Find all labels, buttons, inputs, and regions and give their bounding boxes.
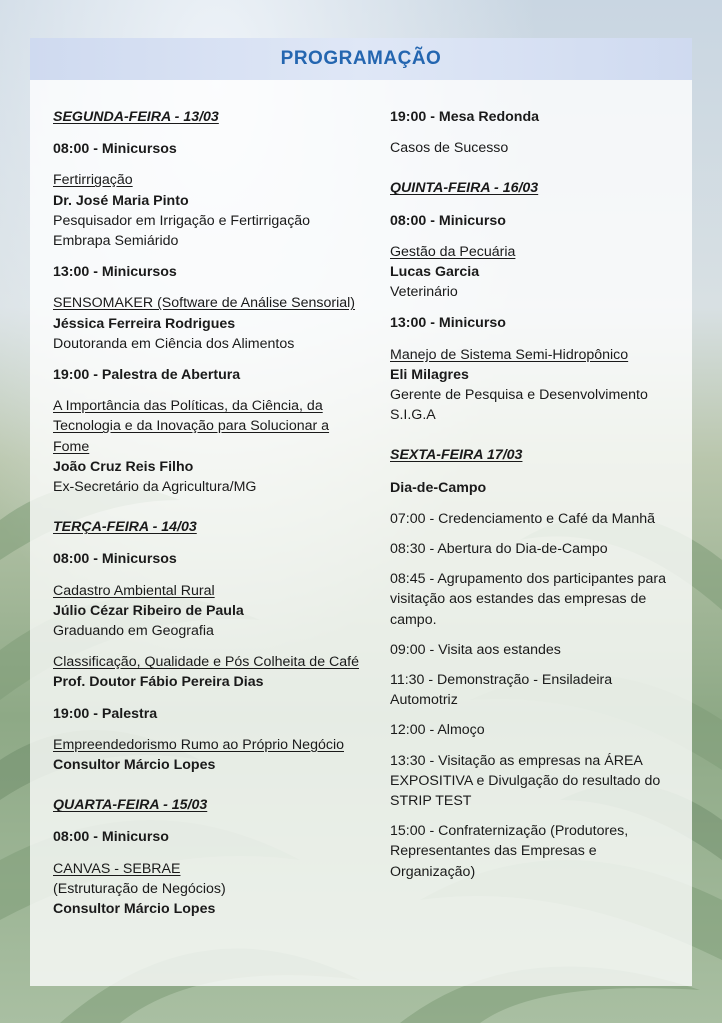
speaker-role: Veterinário xyxy=(390,284,458,301)
session-time: 08:00 - Minicursos xyxy=(53,141,177,158)
day-heading: SEGUNDA-FEIRA - 13/03 xyxy=(53,109,219,125)
session-topic: Manejo de Sistema Semi-Hidropônico xyxy=(390,346,629,363)
session-time: 08:00 - Minicursos xyxy=(53,551,177,568)
left-column xyxy=(53,107,368,930)
speaker-role: Graduando em Geografia xyxy=(53,623,214,640)
schedule-item: 11:30 - Demonstração - Ensiladeira Automotriz xyxy=(390,672,613,709)
speaker-role: S.I.G.A xyxy=(390,407,436,424)
schedule-item: 07:00 - Credenciamento e Café da Manhã xyxy=(390,510,655,527)
speaker-name: Lucas Garcia xyxy=(390,264,480,281)
speaker-role: Doutoranda em Ciência dos Alimentos xyxy=(53,335,295,352)
session-topic: CANVAS - SEBRAE xyxy=(53,860,181,877)
session-block xyxy=(53,170,368,251)
session-detail: (Estruturação de Negócios) xyxy=(53,880,226,897)
session-time: 19:00 - Palestra xyxy=(53,705,158,722)
right-column xyxy=(390,107,680,892)
speaker-name: Eli Milagres xyxy=(390,366,469,383)
session-block xyxy=(390,242,680,303)
session-block xyxy=(53,652,368,692)
session-time: 19:00 - Palestra de Abertura xyxy=(53,367,241,384)
speaker-name: Prof. Doutor Fábio Pereira Dias xyxy=(53,674,264,691)
speaker-role: Pesquisador em Irrigação e Fertirrigação xyxy=(53,212,311,229)
title-banner xyxy=(30,38,692,80)
session-topic: Classificação, Qualidade e Pós Colheita de Café xyxy=(53,654,359,671)
speaker-name: Consultor Márcio Lopes xyxy=(53,901,216,918)
session-block xyxy=(53,735,368,775)
session-topic: Gestão da Pecuária xyxy=(390,243,516,260)
session-block xyxy=(53,396,368,497)
speaker-name: João Cruz Reis Filho xyxy=(53,458,194,475)
session-topic: SENSOMAKER (Software de Análise Sensorial) xyxy=(53,295,356,312)
speaker-role: Ex-Secretário da Agricultura/MG xyxy=(53,479,257,496)
day-heading: QUARTA-FEIRA - 15/03 xyxy=(53,797,208,814)
session-description: Casos de Sucesso xyxy=(390,140,509,157)
session-block xyxy=(53,581,368,642)
session-time: 08:00 - Minicurso xyxy=(390,212,506,229)
session-time: Dia-de-Campo xyxy=(390,479,487,496)
speaker-name: Consultor Márcio Lopes xyxy=(53,757,216,774)
schedule-item: 12:00 - Almoço xyxy=(390,722,485,739)
speaker-name: Dr. José Maria Pinto xyxy=(53,192,189,209)
speaker-role: Embrapa Semiárido xyxy=(53,233,179,250)
schedule-item: 08:45 - Agrupamento dos participantes para visitação aos estandes das empresas de campo. xyxy=(390,571,667,628)
session-time: 13:00 - Minicursos xyxy=(53,264,177,281)
page-title: PROGRAMAÇÃO xyxy=(280,48,442,69)
session-block xyxy=(53,293,368,354)
session-topic: A Importância das Políticas, da Ciência, da Tecnologia e da Inovação para Solucionar a Fome xyxy=(53,398,330,455)
day-heading: QUINTA-FEIRA - 16/03 xyxy=(390,180,539,197)
speaker-name: Júlio Cézar Ribeiro de Paula xyxy=(53,602,244,619)
schedule-item: 09:00 - Visita aos estandes xyxy=(390,641,561,658)
session-time: 19:00 - Mesa Redonda xyxy=(390,109,540,125)
session-block xyxy=(390,345,680,426)
schedule-item: 13:30 - Visitação as empresas na ÁREA EXPOSITIVA e Divulgação do resultado do STRIP TEST xyxy=(390,752,661,810)
session-topic: Cadastro Ambiental Rural xyxy=(53,582,215,599)
session-topic: Empreendedorismo Rumo ao Próprio Negócio xyxy=(53,736,344,753)
day-heading: SEXTA-FEIRA 17/03 xyxy=(390,447,523,464)
session-block xyxy=(53,859,368,920)
speaker-name: Jéssica Ferreira Rodrigues xyxy=(53,315,236,332)
session-topic: Fertirrigação xyxy=(53,172,133,189)
session-time: 13:00 - Minicurso xyxy=(390,315,506,332)
schedule-item: 15:00 - Confraternização (Produtores, Representantes das Empresas e Organização) xyxy=(390,823,629,880)
schedule-item: 08:30 - Abertura do Dia-de-Campo xyxy=(390,541,608,558)
session-time: 08:00 - Minicurso xyxy=(53,829,169,846)
speaker-role: Gerente de Pesquisa e Desenvolvimento xyxy=(390,387,648,404)
day-heading: TERÇA-FEIRA - 14/03 xyxy=(53,519,197,536)
